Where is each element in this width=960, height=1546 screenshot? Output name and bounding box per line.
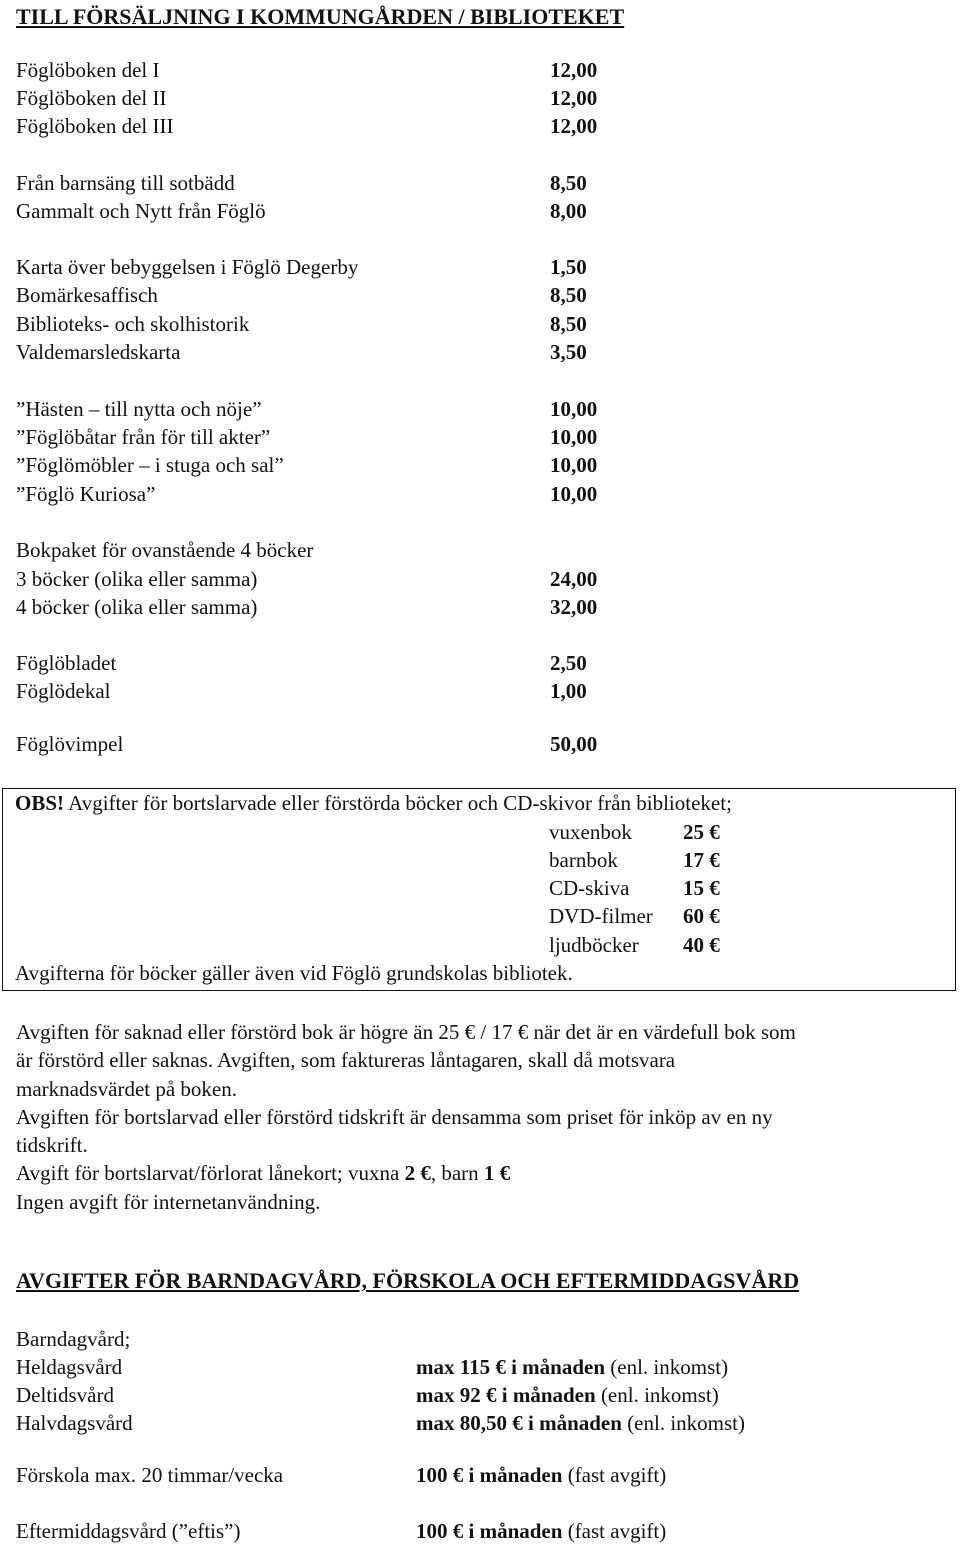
card-fee-child: 1 €: [483, 1161, 511, 1185]
daycare-fee: [416, 1382, 719, 1408]
price-row: [16, 85, 616, 111]
daycare-label: Eftermiddagsvård (”eftis”): [16, 1519, 241, 1543]
price-row: [16, 481, 616, 507]
obs-label: OBS!: [15, 791, 65, 815]
card-fee-text: Avgift för bortslarvat/förlorat lånekort; vuxna: [16, 1161, 405, 1185]
fee-row: [549, 847, 749, 873]
item-name: Föglöbladet: [16, 651, 117, 675]
item-name: Bokpaket för ovanstående 4 böcker: [16, 538, 314, 562]
daycare-row: [0, 1518, 900, 1544]
daycare-title: AVGIFTER FÖR BARNDAGVÅRD, FÖRSKOLA OCH EFTERMIDDAGSVÅRD: [16, 1268, 800, 1293]
daycare-note: (enl. inkomst): [605, 1355, 729, 1379]
daycare-intro: Barndagvård;: [16, 1327, 131, 1351]
item-price: 12,00: [550, 58, 598, 82]
paragraph-line: är förstörd eller saknas. Avgiften, som faktureras låntagaren, skall då motsvara: [16, 1048, 676, 1072]
item-price: 8,50: [550, 312, 587, 336]
item-price: 10,00: [550, 397, 598, 421]
item-name: 4 böcker (olika eller samma): [16, 595, 258, 619]
obs-description: Avgifter för bortslarvade eller förstörda böcker och CD-skivor från biblioteket;: [64, 791, 732, 815]
card-fee-text: , barn: [430, 1161, 484, 1185]
daycare-label: Halvdagsvård: [16, 1411, 133, 1435]
daycare-amount: 100 € i månaden: [416, 1463, 563, 1487]
daycare-row: [0, 1462, 900, 1488]
daycare-row: [0, 1410, 900, 1436]
price-row: [16, 113, 616, 139]
price-row: [16, 424, 616, 450]
paragraph-line: Avgiften för bortslarvad eller förstörd tidskrift är densamma som priset för inköp av en ny: [16, 1105, 773, 1129]
price-row: [16, 731, 616, 757]
library-card-fee: [16, 1160, 510, 1186]
price-row: [16, 594, 616, 620]
fee-amount: 60 €: [683, 904, 720, 928]
price-row: [16, 254, 616, 280]
price-row: [16, 537, 616, 563]
daycare-fee: [416, 1462, 666, 1488]
paragraph-line: tidskrift.: [16, 1133, 88, 1157]
price-row: [16, 57, 616, 83]
fee-row: [549, 819, 749, 845]
daycare-label: Deltidsvård: [16, 1383, 114, 1407]
price-row: [16, 311, 616, 337]
item-name: ”Föglöbåtar från för till akter”: [16, 425, 271, 449]
item-price: 8,00: [550, 199, 587, 223]
fee-amount: 40 €: [683, 933, 720, 957]
page-title: TILL FÖRSÄLJNING I KOMMUNGÅRDEN / BIBLIOTEKET: [16, 4, 625, 29]
fee-label: ljudböcker: [549, 933, 639, 957]
daycare-label: Förskola max. 20 timmar/vecka: [16, 1463, 284, 1487]
daycare-row: [0, 1354, 900, 1380]
item-name: Bomärkesaffisch: [16, 283, 158, 307]
price-row: [16, 566, 616, 592]
daycare-note: (fast avgift): [562, 1463, 667, 1487]
item-price: 32,00: [550, 595, 598, 619]
item-price: 8,50: [550, 171, 587, 195]
item-price: 2,50: [550, 651, 587, 675]
item-price: 3,50: [550, 340, 587, 364]
fee-label: barnbok: [549, 848, 618, 872]
internet-note: Ingen avgift för internetanvändning.: [16, 1190, 321, 1214]
daycare-amount: max 115 € i månaden: [416, 1355, 606, 1379]
item-price: 10,00: [550, 482, 598, 506]
price-row: [16, 452, 616, 478]
fee-row: [549, 932, 749, 958]
item-name: Valdemarsledskarta: [16, 340, 181, 364]
obs-text: [15, 790, 732, 816]
daycare-note: (fast avgift): [562, 1519, 667, 1543]
daycare-amount: max 92 € i månaden: [416, 1383, 596, 1407]
item-name: Karta över bebyggelsen i Föglö Degerby: [16, 255, 359, 279]
price-row: [16, 678, 616, 704]
item-name: ”Föglö Kuriosa”: [16, 482, 156, 506]
daycare-fee: [416, 1518, 666, 1544]
item-price: 24,00: [550, 567, 598, 591]
card-fee-adult: 2 €: [404, 1161, 431, 1185]
fee-label: CD-skiva: [549, 876, 630, 900]
price-row: [16, 650, 616, 676]
price-row: [16, 170, 616, 196]
item-price: 1,50: [550, 255, 587, 279]
item-name: Föglöboken del I: [16, 58, 160, 82]
price-row: [16, 198, 616, 224]
obs-box: [2, 788, 956, 991]
daycare-fee: [416, 1354, 728, 1380]
item-name: ”Föglömöbler – i stuga och sal”: [16, 453, 284, 477]
item-name: Föglövimpel: [16, 732, 124, 756]
item-name: Föglöboken del II: [16, 86, 167, 110]
price-row: [16, 396, 616, 422]
daycare-row: [0, 1382, 900, 1408]
item-price: 1,00: [550, 679, 587, 703]
price-row: [16, 282, 616, 308]
daycare-amount: 100 € i månaden: [416, 1519, 563, 1543]
fee-amount: 15 €: [683, 876, 720, 900]
item-name: Gammalt och Nytt från Föglö: [16, 199, 266, 223]
item-name: Föglöboken del III: [16, 114, 174, 138]
item-name: Föglödekal: [16, 679, 111, 703]
paragraph-line: Avgiften för saknad eller förstörd bok är högre än 25 € / 17 € när det är en värdefull bok som: [16, 1020, 796, 1044]
item-price: 50,00: [550, 732, 598, 756]
item-price: 8,50: [550, 283, 587, 307]
fee-label: vuxenbok: [549, 820, 632, 844]
item-price: 12,00: [550, 86, 598, 110]
daycare-amount: max 80,50 € i månaden: [416, 1411, 622, 1435]
item-price: 10,00: [550, 425, 598, 449]
item-name: Biblioteks- och skolhistorik: [16, 312, 250, 336]
fee-row: [549, 903, 749, 929]
price-row: [16, 339, 616, 365]
item-name: Från barnsäng till sotbädd: [16, 171, 235, 195]
fee-amount: 17 €: [683, 848, 720, 872]
daycare-label: Heldagsvård: [16, 1355, 123, 1379]
obs-footer: Avgifterna för böcker gäller även vid Föglö grundskolas bibliotek.: [15, 961, 573, 985]
fee-label: DVD-filmer: [549, 904, 653, 928]
paragraph-line: marknadsvärdet på boken.: [16, 1077, 238, 1101]
daycare-note: (enl. inkomst): [621, 1411, 746, 1435]
item-price: 12,00: [550, 114, 598, 138]
daycare-fee: [416, 1410, 745, 1436]
item-name: ”Hästen – till nytta och nöje”: [16, 397, 262, 421]
item-name: 3 böcker (olika eller samma): [16, 567, 258, 591]
fee-row: [549, 875, 749, 901]
fee-amount: 25 €: [683, 820, 720, 844]
item-price: 10,00: [550, 453, 598, 477]
daycare-note: (enl. inkomst): [595, 1383, 719, 1407]
